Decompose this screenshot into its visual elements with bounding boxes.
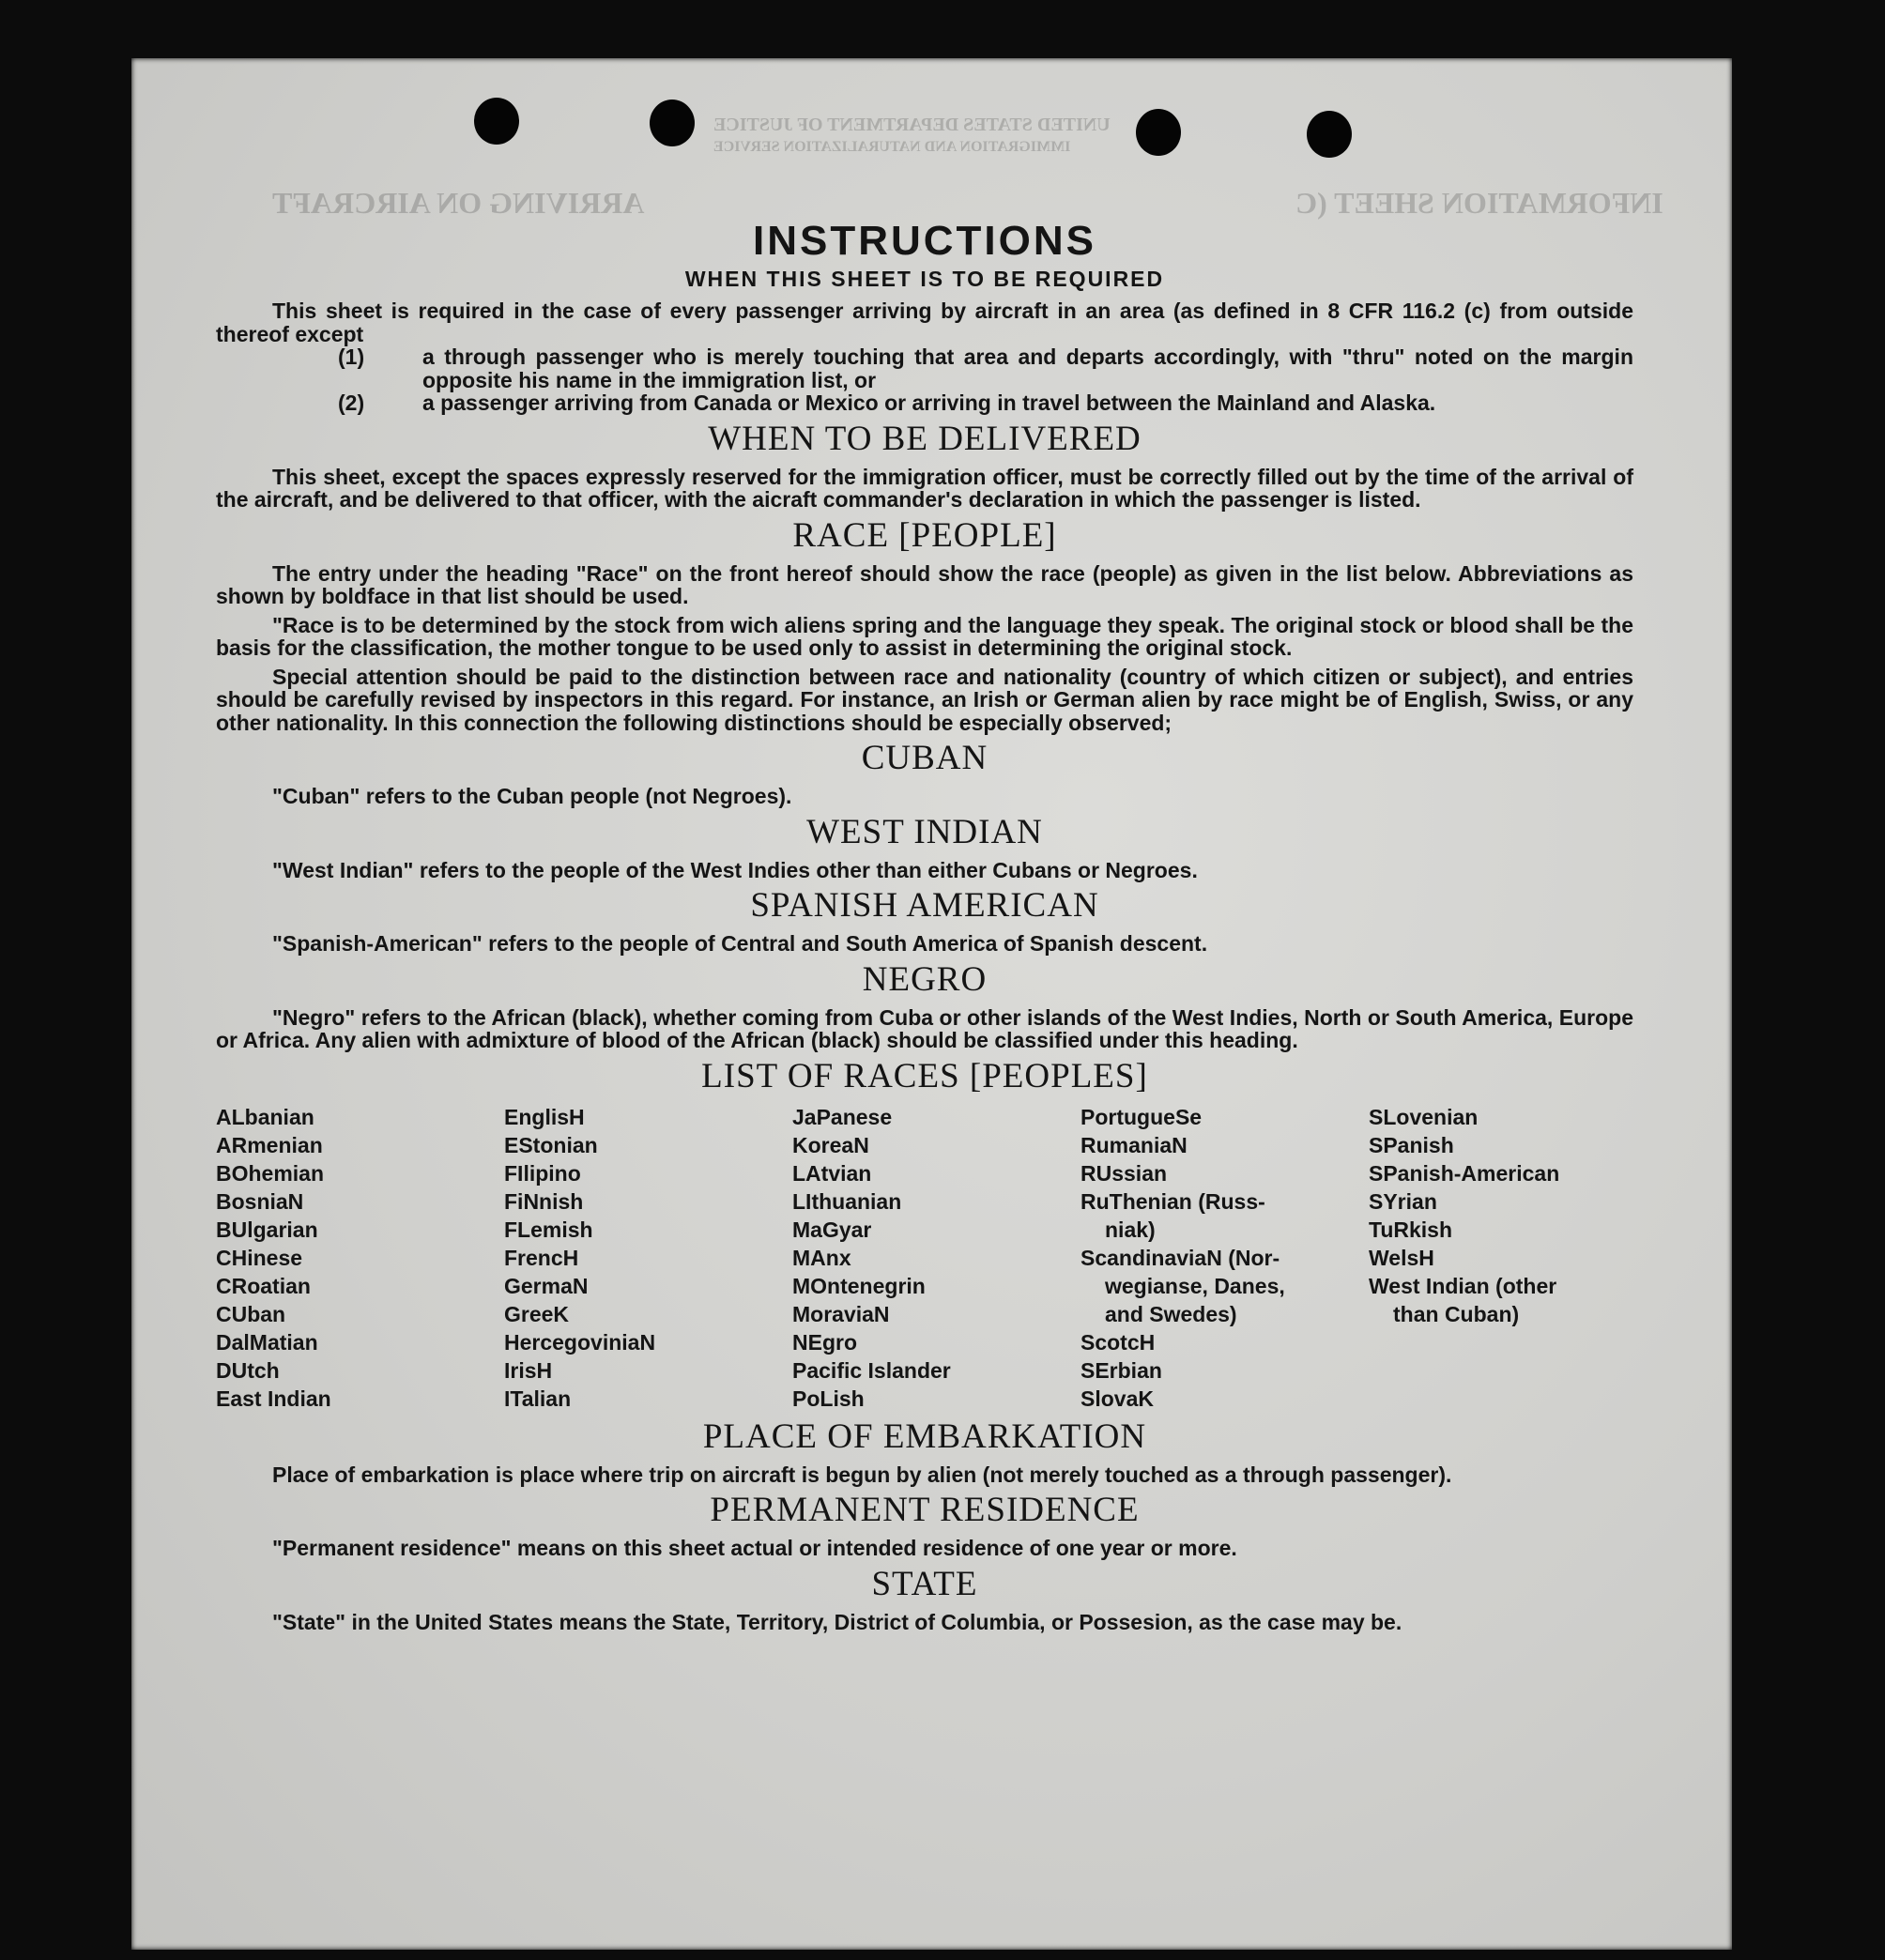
- race-column: [792, 1103, 1080, 1413]
- race-entry: East Indian: [216, 1386, 331, 1411]
- heading-race: RACE [PEOPLE]: [792, 515, 1057, 555]
- race-entry: West Indian (other: [1369, 1273, 1557, 1298]
- heading-west-indian: WEST INDIAN: [806, 812, 1043, 851]
- race-entry: LAtvian: [792, 1160, 872, 1186]
- heading-place-of-embarkation: PLACE OF EMBARKATION: [702, 1416, 1147, 1456]
- embarkation-text: Place of embarkation is place where trip on aircraft is begun by alien (not merely touched as a through passenger).: [272, 1462, 1452, 1487]
- race-entry: MAnx: [792, 1245, 851, 1270]
- race-entry: JaPanese: [792, 1104, 893, 1129]
- race-entry: DalMatian: [216, 1329, 318, 1355]
- race-entry: ALbanian: [216, 1104, 314, 1129]
- race-entry: GermaN: [504, 1273, 589, 1298]
- race-entry: BUlgarian: [216, 1217, 318, 1242]
- race-entry: FrencH: [504, 1245, 579, 1270]
- race-entry: niak): [1105, 1217, 1156, 1242]
- race-entry: and Swedes): [1105, 1301, 1237, 1326]
- race-entry: EStonian: [504, 1132, 598, 1157]
- heading-list-of-races: LIST OF RACES [PEOPLES]: [701, 1056, 1148, 1095]
- race-text-b: in that list should be used.: [416, 584, 689, 608]
- race-entry: MOntenegrin: [792, 1273, 926, 1298]
- bleed-through-text: IMMIGRATION AND NATURALIZATION SERVICE: [713, 139, 1071, 155]
- race-entry: SYrian: [1369, 1188, 1437, 1214]
- race-entry: wegianse, Danes,: [1105, 1273, 1285, 1298]
- race-entry: ARmenian: [216, 1132, 323, 1157]
- race-entry: LIthuanian: [792, 1188, 902, 1214]
- race-entry: SPanish-American: [1369, 1160, 1560, 1186]
- race-entry: FLemish: [504, 1217, 593, 1242]
- race-entry: SPanish: [1369, 1132, 1454, 1157]
- instructions-content: [216, 161, 1633, 1633]
- race-entry: PortugueSe: [1080, 1104, 1203, 1129]
- heading-negro: NEGRO: [862, 959, 988, 999]
- race-text-boldface: boldface: [321, 584, 411, 608]
- race-entry: EnglisH: [504, 1104, 585, 1129]
- race-text-a: The entry under the heading "Race" on the front hereof should show the race (people) as given in the list below. Abbreviations as shown by: [216, 560, 1633, 608]
- heading-when-required: WHEN THIS SHEET IS TO BE REQUIRED: [684, 267, 1165, 291]
- exception-number: (1): [338, 345, 365, 369]
- when-required-text: This sheet is required in the case of every passenger arriving by aircraft in an area (as defined in 8 CFR 116.2 (c) from outside thereof except: [216, 299, 1633, 346]
- race-entry: BOhemian: [216, 1160, 325, 1186]
- exception-number: (2): [338, 390, 365, 415]
- state-text: "State" in the United States means the State, Territory, District of Columbia, or Possesion, as the case may be.: [272, 1609, 1402, 1634]
- race-entry: KoreaN: [792, 1132, 869, 1157]
- race-entry: BosniaN: [216, 1188, 304, 1214]
- when-delivered-text: This sheet, except the spaces expressly reserved for the immigration officer, must be correctly filled out by the time of the arrival of the aircraft, and be delivered to that officer, with the aicraft commander's declaration in which the passenger is listed.: [216, 464, 1633, 512]
- negro-text: "Negro" refers to the African (black), whether coming from Cuba or other islands of the West Indies, North or South America, Europe or Africa. Any alien with admixture of blood of the African (black) should be classified under this heading.: [216, 1004, 1633, 1052]
- race-entry: SLovenian: [1369, 1104, 1479, 1129]
- document-page: [131, 58, 1732, 1950]
- exception-item: [216, 391, 1633, 415]
- race-entry: SErbian: [1080, 1357, 1162, 1383]
- exception-text: a through passenger who is merely touching that area and departs accordingly, with "thru" noted on the margin opposite his name in the immigration list, or: [422, 345, 1633, 392]
- race-entry: Pacific Islander: [792, 1357, 951, 1383]
- heading-cuban: CUBAN: [861, 739, 988, 777]
- bleed-through-text: INFORMATION SHEET (C: [1295, 186, 1663, 220]
- race-stock-text: "Race is to be determined by the stock from wich aliens spring and the language they speak. The original stock or blood shall be the basis for the classification, the mother tongue to be used only to assist in determining the original stock.: [216, 612, 1633, 660]
- heading-state: STATE: [871, 1564, 978, 1603]
- race-entry: NEgro: [792, 1329, 857, 1355]
- race-entry: DUtch: [216, 1357, 280, 1383]
- race-entry: WelsH: [1369, 1245, 1434, 1270]
- race-text: [216, 562, 1633, 608]
- bleed-through-text: ARRIVING ON AIRCRAFT: [272, 186, 645, 220]
- race-entry: PoLish: [792, 1386, 865, 1411]
- race-entry: than Cuban): [1393, 1301, 1520, 1326]
- race-entry: CRoatian: [216, 1273, 311, 1298]
- punch-hole: [474, 98, 519, 145]
- race-column: [216, 1103, 504, 1413]
- exception-item: [216, 345, 1633, 391]
- punch-hole: [650, 100, 695, 146]
- heading-permanent-residence: PERMANENT RESIDENCE: [710, 1491, 1140, 1529]
- residence-text: "Permanent residence" means on this sheet actual or intended residence of one year or more.: [272, 1536, 1237, 1560]
- race-entry: RUssian: [1080, 1160, 1168, 1186]
- cuban-text: "Cuban" refers to the Cuban people (not Negroes).: [272, 784, 792, 808]
- race-column: [1080, 1103, 1369, 1413]
- race-entry: FIlipino: [504, 1160, 581, 1186]
- race-entry: ScandinaviaN (Nor-: [1080, 1245, 1280, 1270]
- page-title: INSTRUCTIONS: [753, 218, 1096, 264]
- heading-when-delivered: WHEN TO BE DELIVERED: [708, 419, 1142, 458]
- race-entry: RumaniaN: [1080, 1132, 1188, 1157]
- race-entry: CUban: [216, 1301, 286, 1326]
- race-entry: FiNnish: [504, 1188, 584, 1214]
- race-entry: ScotcH: [1080, 1329, 1156, 1355]
- punch-hole: [1307, 111, 1352, 158]
- race-entry: MoraviaN: [792, 1301, 890, 1326]
- race-column: [1369, 1103, 1632, 1413]
- west-indian-text: "West Indian" refers to the people of the West Indies other than either Cubans or Negroes.: [272, 857, 1198, 882]
- spanish-american-text: "Spanish-American" refers to the people of Central and South America of Spanish descent.: [272, 931, 1208, 956]
- race-entry: TuRkish: [1369, 1217, 1453, 1242]
- exception-text: a passenger arriving from Canada or Mexico or arriving in travel between the Mainland and Alaska.: [422, 390, 1436, 415]
- race-list: [216, 1103, 1633, 1413]
- race-entry: ITalian: [504, 1386, 572, 1411]
- race-entry: SlovaK: [1080, 1386, 1154, 1411]
- race-entry: MaGyar: [792, 1217, 872, 1242]
- heading-spanish-american: SPANISH AMERICAN: [750, 886, 1099, 925]
- race-entry: HercegoviniaN: [504, 1329, 656, 1355]
- punch-hole: [1136, 109, 1181, 156]
- race-entry: IrisH: [504, 1357, 553, 1383]
- race-column: [504, 1103, 792, 1413]
- race-nationality-text: Special attention should be paid to the distinction between race and nationality (country of which citizen or subject), and entries should be carefully revised by inspectors in this regard. For instance, an Irish or German alien by race might be of English, Swiss, or any other nationality. In this connection the following distinctions should be especially observed;: [216, 664, 1633, 735]
- race-entry: RuThenian (Russ-: [1080, 1188, 1265, 1214]
- bleed-through-text: UNITED STATES DEPARTMENT OF JUSTICE: [713, 115, 1111, 135]
- race-entry: CHinese: [216, 1245, 303, 1270]
- race-entry: GreeK: [504, 1301, 570, 1326]
